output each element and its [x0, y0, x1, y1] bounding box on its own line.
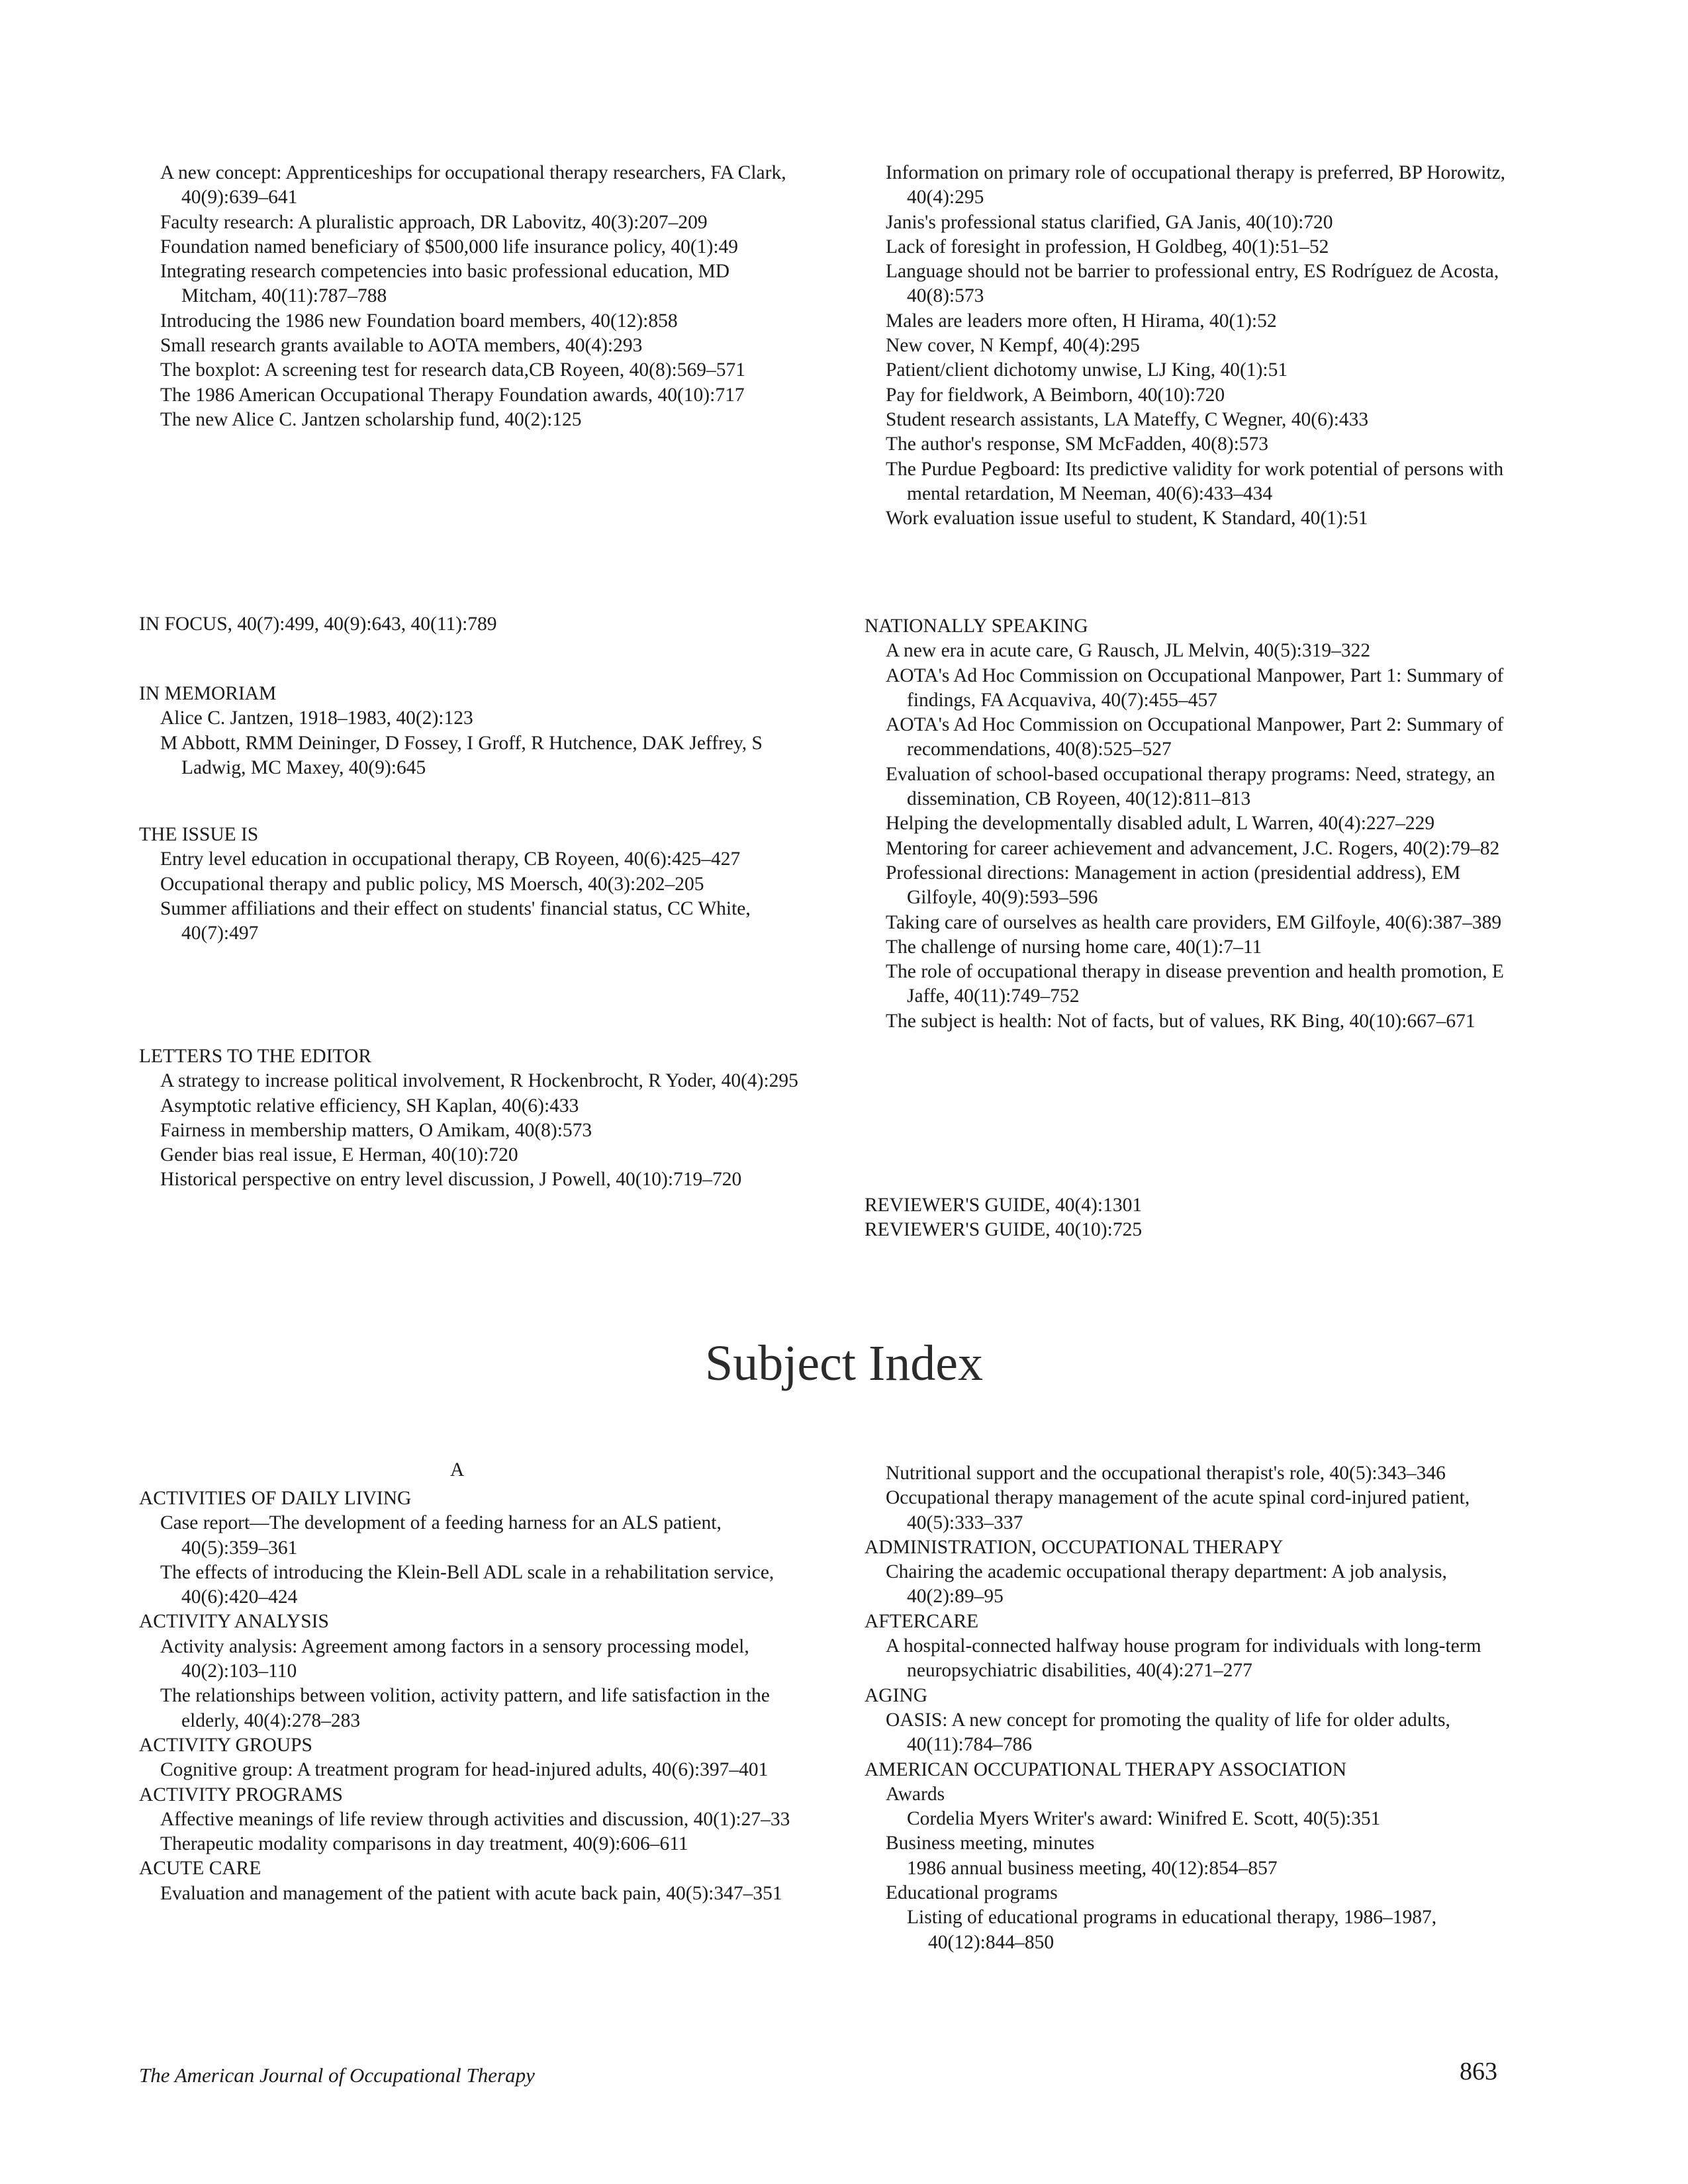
- index-entry: AOTA's Ad Hoc Commission on Occupational Manpower, Part 2: Summary of recommendations, 40(8):525–527: [886, 714, 1504, 760]
- section-heading: IN FOCUS, 40(7):499, 40(9):643, 40(11):789: [139, 614, 497, 635]
- index-entry: Therapeutic modality comparisons in day treatment, 40(9):606–611: [160, 1833, 688, 1855]
- index-entry: Activity analysis: Agreement among factors in a sensory processing model, 40(2):103–110: [160, 1635, 749, 1682]
- index-entry: Historical perspective on entry level discussion, J Powell, 40(10):719–720: [160, 1169, 742, 1191]
- section-heading: REVIEWER'S GUIDE, 40(4):1301: [865, 1195, 1143, 1216]
- index-entry: Language should not be barrier to professional entry, ES Rodríguez de Acosta, 40(8):573: [886, 261, 1499, 307]
- right-column-top: [865, 161, 1526, 531]
- index-entry: Small research grants available to AOTA members, 40(4):293: [160, 335, 643, 357]
- index-entry: The Purdue Pegboard: Its predictive validity for work potential of persons with mental retardation, M Neeman, 40(6):433–434: [886, 458, 1504, 504]
- index-entry: Affective meanings of life review through activities and discussion, 40(1):27–33: [160, 1808, 790, 1830]
- subject-heading: ADMINISTRATION, OCCUPATIONAL THERAPY: [865, 1536, 1284, 1558]
- index-entry: A strategy to increase political involvement, R Hockenbrocht, R Yoder, 40(4):295: [160, 1070, 798, 1092]
- reviewers-guide-section: [865, 1193, 1526, 1243]
- index-entry: Foundation named beneficiary of $500,000 life insurance policy, 40(1):49: [160, 236, 739, 257]
- index-entry: The 1986 American Occupational Therapy Foundation awards, 40(10):717: [160, 384, 745, 406]
- section-heading: REVIEWER'S GUIDE, 40(10):725: [865, 1219, 1143, 1241]
- index-entry: Lack of foresight in profession, H Goldbeg, 40(1):51–52: [886, 236, 1329, 257]
- index-entry: Janis's professional status clarified, GA Janis, 40(10):720: [886, 211, 1333, 233]
- section-heading: NATIONALLY SPEAKING: [865, 615, 1088, 637]
- the-issue-is-section: [139, 823, 801, 946]
- page-title: Subject Index: [704, 1336, 983, 1391]
- subject-heading: ACTIVITY PROGRAMS: [139, 1784, 343, 1805]
- index-entry: Work evaluation issue useful to student, K Standard, 40(1):51: [886, 508, 1368, 529]
- index-entry: Males are leaders more often, H Hirama, 40(1):52: [886, 310, 1277, 332]
- index-entry: Cordelia Myers Writer's award: Winifred E. Scott, 40(5):351: [907, 1808, 1381, 1830]
- index-entry: Helping the developmentally disabled adult, L Warren, 40(4):227–229: [886, 813, 1435, 835]
- index-entry: Pay for fieldwork, A Beimborn, 40(10):720: [886, 384, 1225, 406]
- in-memoriam-section: [139, 682, 801, 780]
- index-entry: AOTA's Ad Hoc Commission on Occupational Manpower, Part 1: Summary of findings, FA Acquaviva, 40(7):455–457: [886, 664, 1504, 711]
- index-letter: A: [450, 1459, 465, 1480]
- subject-heading: AMERICAN OCCUPATIONAL THERAPY ASSOCIATION: [865, 1758, 1347, 1780]
- in-focus-section: [139, 612, 801, 637]
- index-entry: The relationships between volition, activity pattern, and life satisfaction in the elderly, 40(4):278–283: [160, 1685, 770, 1731]
- index-entry: Cognitive group: A treatment program for head-injured adults, 40(6):397–401: [160, 1759, 769, 1781]
- index-entry: Mentoring for career achievement and advancement, J.C. Rogers, 40(2):79–82: [886, 837, 1500, 859]
- index-entry: Evaluation and management of the patient with acute back pain, 40(5):347–351: [160, 1882, 782, 1904]
- index-entry: Chairing the academic occupational therapy department: A job analysis, 40(2):89–95: [886, 1561, 1447, 1608]
- subject-heading: AFTERCARE: [865, 1610, 979, 1632]
- subject-heading: ACTIVITY ANALYSIS: [139, 1611, 329, 1633]
- journal-name: The American Journal of Occupational Therapy: [139, 2064, 535, 2087]
- subject-heading: ACUTE CARE: [139, 1858, 261, 1880]
- index-entry: Summer affiliations and their effect on students' financial status, CC White, 40(7):497: [160, 897, 751, 944]
- index-entry: Asymptotic relative efficiency, SH Kaplan, 40(6):433: [160, 1095, 579, 1116]
- subject-heading: ACTIVITY GROUPS: [139, 1734, 312, 1756]
- section-heading: LETTERS TO THE EDITOR: [139, 1046, 371, 1067]
- index-entry: Taking care of ourselves as health care providers, EM Gilfoyle, 40(6):387–389: [886, 911, 1502, 933]
- page-number: 863: [1460, 2058, 1497, 2085]
- index-entry: OASIS: A new concept for promoting the quality of life for older adults, 40(11):784–786: [886, 1709, 1450, 1756]
- index-entry: A new era in acute care, G Rausch, JL Melvin, 40(5):319–322: [886, 640, 1371, 662]
- subheading: Awards: [886, 1783, 945, 1805]
- index-entry: Listing of educational programs in educational therapy, 1986–1987, 40(12):844–850: [907, 1907, 1437, 1953]
- index-entry: The boxplot: A screening test for research data,CB Royeen, 40(8):569–571: [160, 359, 745, 381]
- nationally-speaking-section: [865, 614, 1526, 1034]
- index-entry: A hospital-connected halfway house program for individuals with long-term neuropsychiatric disabilities, 40(4):271–277: [886, 1635, 1481, 1682]
- index-entry: New cover, N Kempf, 40(4):295: [886, 335, 1140, 357]
- index-entry: Student research assistants, LA Mateffy, C Wegner, 40(6):433: [886, 408, 1369, 430]
- subject-left-column: [139, 1486, 801, 1906]
- index-entry: Professional directions: Management in action (presidential address), EM Gilfoyle, 40(9):593–596: [886, 862, 1461, 909]
- index-entry: Occupational therapy and public policy, MS Moersch, 40(3):202–205: [160, 873, 704, 895]
- subject-heading: AGING: [865, 1684, 928, 1706]
- index-entry: Entry level education in occupational therapy, CB Royeen, 40(6):425–427: [160, 848, 741, 870]
- index-entry: Information on primary role of occupational therapy is preferred, BP Horowitz, 40(4):295: [886, 162, 1506, 208]
- index-entry: The subject is health: Not of facts, but of values, RK Bing, 40(10):667–671: [886, 1010, 1476, 1032]
- index-entry: The author's response, SM McFadden, 40(8):573: [886, 433, 1269, 455]
- index-entry: M Abbott, RMM Deininger, D Fossey, I Groff, R Hutchence, DAK Jeffrey, S Ladwig, MC Maxey, 40(9):645: [160, 732, 763, 778]
- index-entry: Gender bias real issue, E Herman, 40(10):720: [160, 1144, 518, 1166]
- index-entry: Evaluation of school-based occupational therapy programs: Need, strategy, an dissemination, CB Royeen, 40(12):811–813: [886, 763, 1495, 810]
- index-entry: The role of occupational therapy in disease prevention and health promotion, E Jaffe, 40(11):749–752: [886, 961, 1504, 1007]
- index-entry: The new Alice C. Jantzen scholarship fund, 40(2):125: [160, 408, 582, 430]
- subheading: Educational programs: [886, 1882, 1058, 1904]
- left-column-top: [139, 161, 801, 432]
- index-entry: The challenge of nursing home care, 40(1):7–11: [886, 936, 1262, 958]
- index-entry: Patient/client dichotomy unwise, LJ King, 40(1):51: [886, 359, 1288, 381]
- index-entry: A new concept: Apprenticeships for occupational therapy researchers, FA Clark, 40(9):639–641: [160, 162, 786, 208]
- index-entry: Occupational therapy management of the acute spinal cord-injured patient, 40(5):333–337: [886, 1487, 1470, 1533]
- index-entry: Alice C. Jantzen, 1918–1983, 40(2):123: [160, 707, 473, 729]
- section-heading: THE ISSUE IS: [139, 824, 259, 845]
- index-entry: Fairness in membership matters, O Amikam, 40(8):573: [160, 1119, 592, 1141]
- subheading: Business meeting, minutes: [886, 1833, 1095, 1854]
- index-entry: 1986 annual business meeting, 40(12):854–857: [907, 1857, 1278, 1879]
- index-entry: Case report—The development of a feeding harness for an ALS patient, 40(5):359–361: [160, 1512, 722, 1559]
- subject-heading: ACTIVITIES OF DAILY LIVING: [139, 1488, 412, 1509]
- index-entry: Faculty research: A pluralistic approach, DR Labovitz, 40(3):207–209: [160, 211, 708, 233]
- letters-section: [139, 1044, 801, 1193]
- index-entry: The effects of introducing the Klein-Bell ADL scale in a rehabilitation service, 40(6):420–424: [160, 1561, 774, 1608]
- section-heading: IN MEMORIAM: [139, 683, 277, 704]
- index-entry: Introducing the 1986 new Foundation board members, 40(12):858: [160, 310, 678, 332]
- index-entry: Nutritional support and the occupational therapist's role, 40(5):343–346: [886, 1463, 1446, 1484]
- subject-right-column: [865, 1461, 1526, 1955]
- index-entry: Integrating research competencies into basic professional education, MD Mitcham, 40(11):787–788: [160, 261, 730, 307]
